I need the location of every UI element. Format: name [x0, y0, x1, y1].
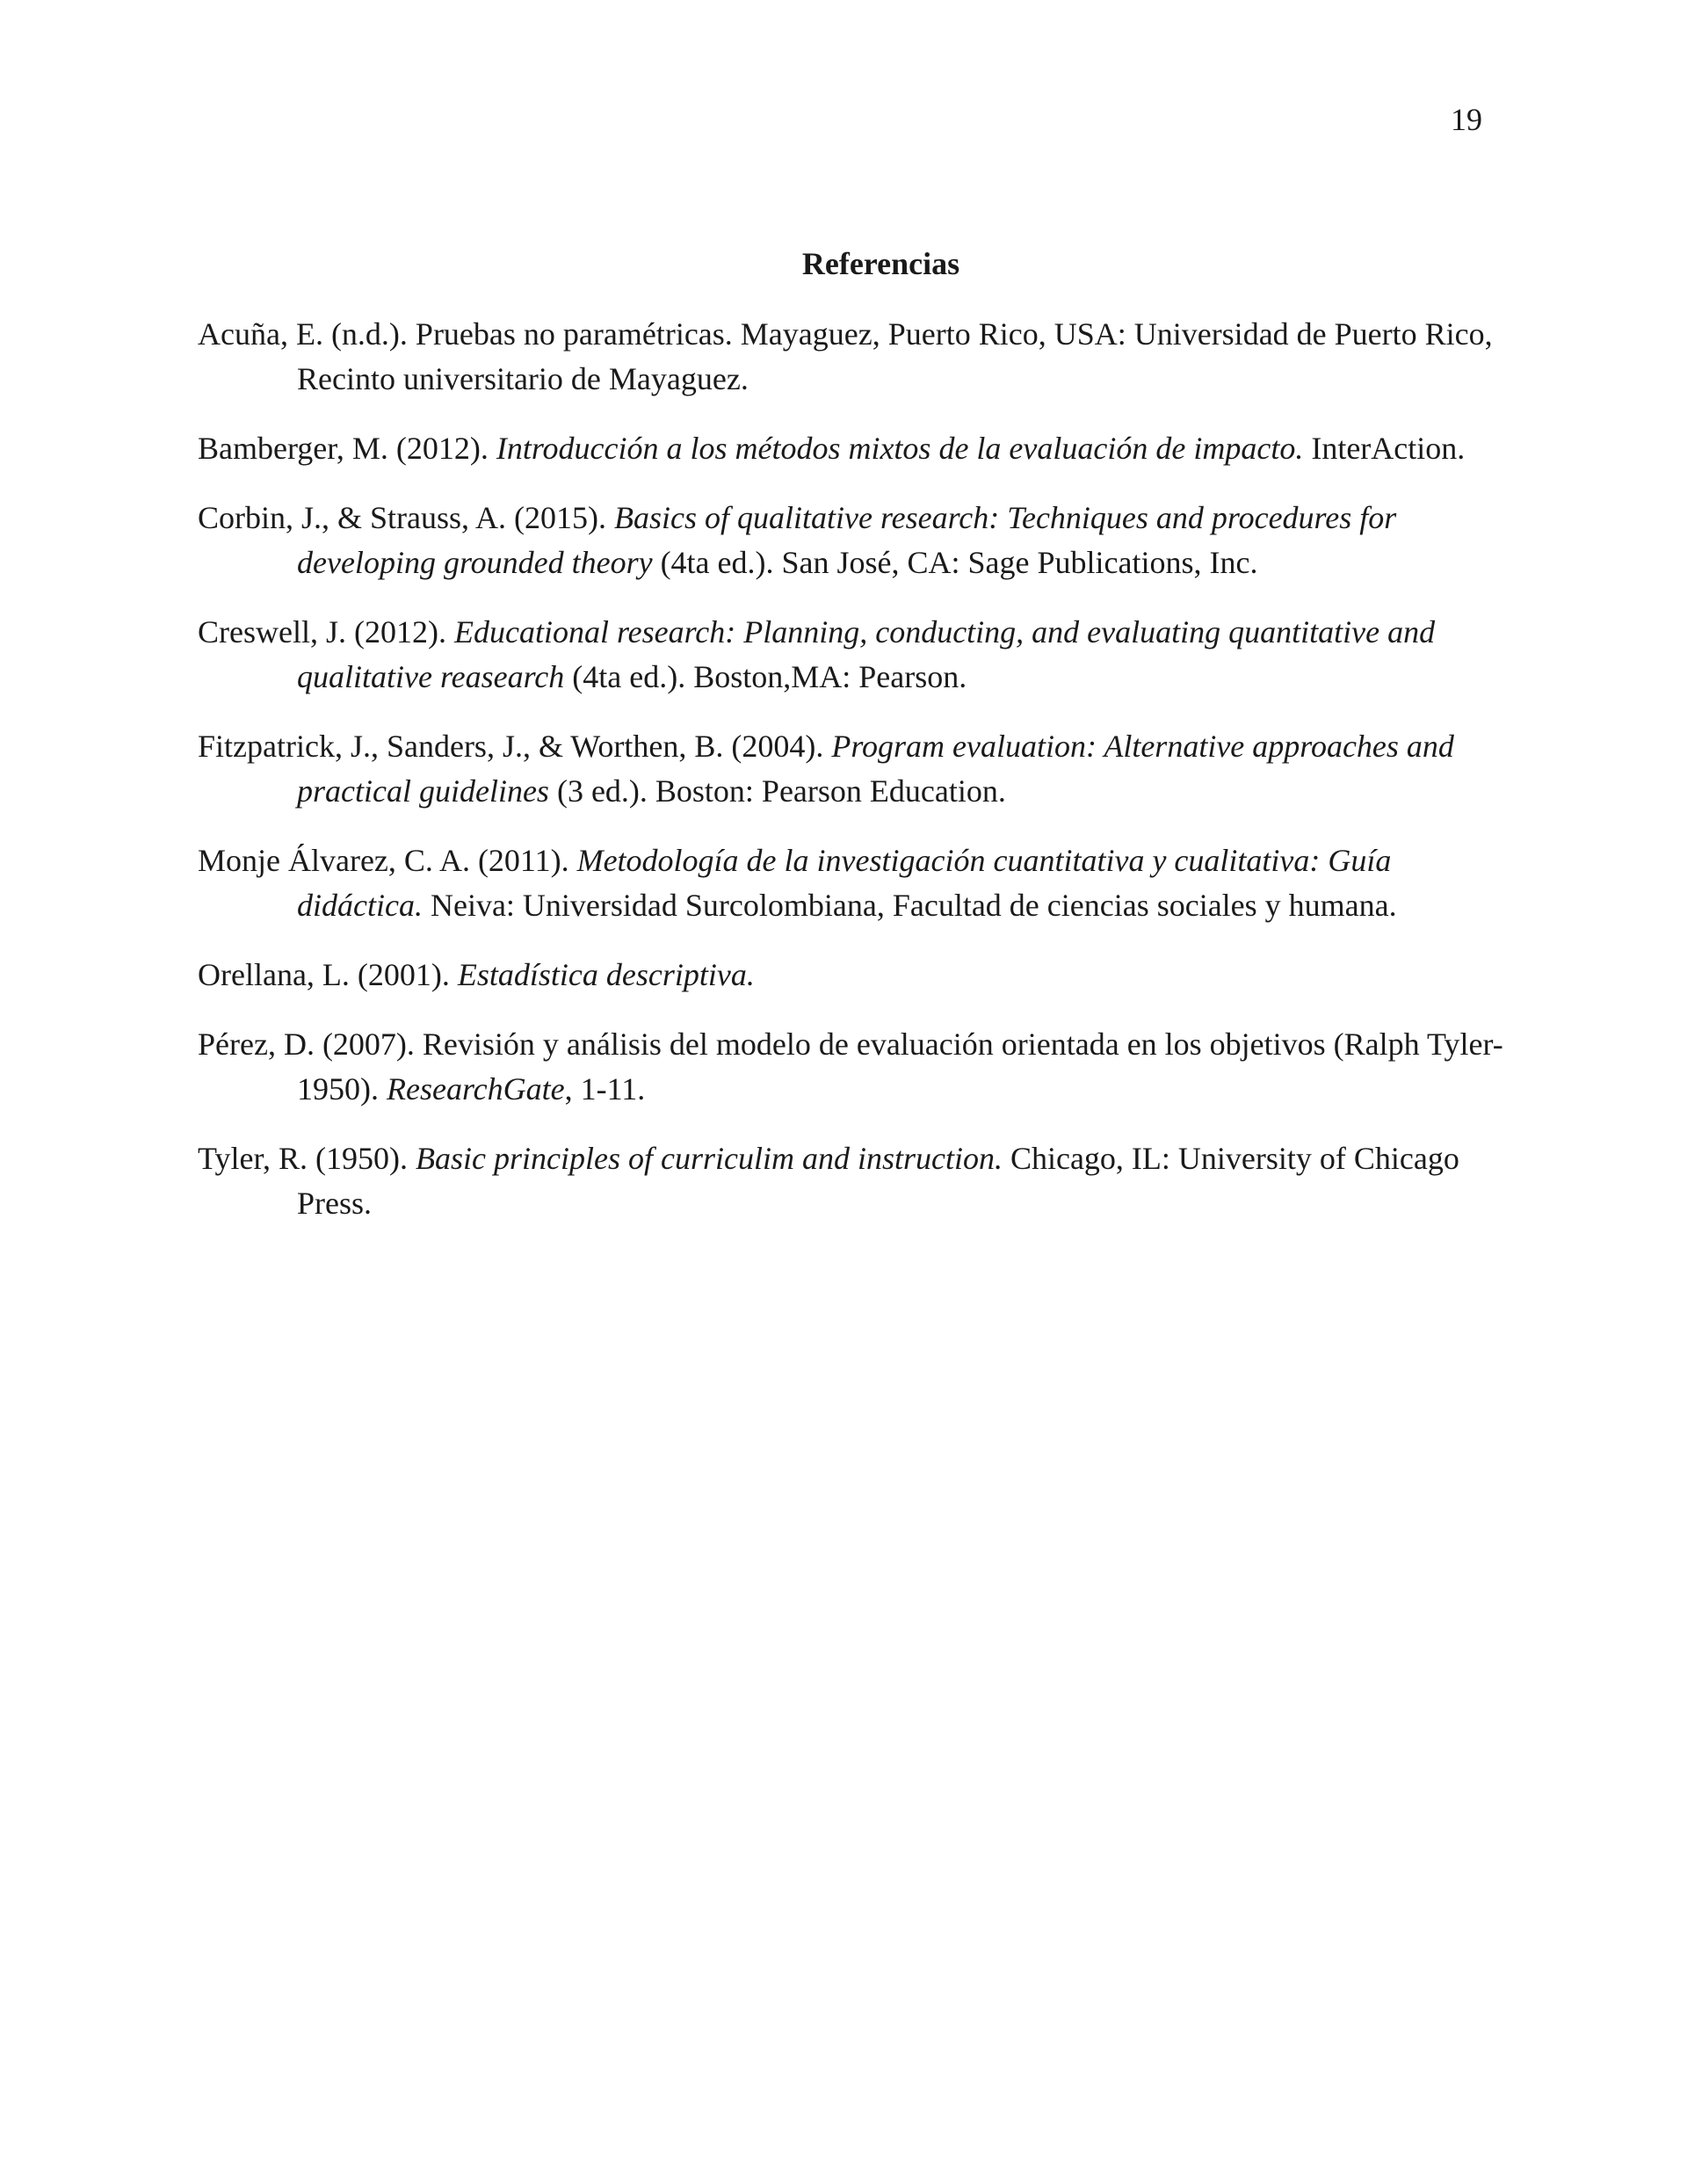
reference-item	[198, 426, 1507, 471]
reference-text: Neiva: Universidad Surcolombiana, Facultad de ciencias sociales y humana.	[422, 888, 1397, 923]
reference-item	[198, 312, 1507, 402]
page-title: Referencias	[801, 246, 960, 281]
reference-item	[198, 724, 1507, 814]
reference-italic-title: Metodología de la investigación cuantitativa y cualitativa: Guía didáctica.	[297, 843, 1392, 923]
reference-text: Tyler, R. (1950).	[198, 1141, 416, 1176]
reference-text: Orellana, L. (2001).	[198, 957, 458, 992]
reference-item	[198, 610, 1507, 700]
reference-italic-title: Introducción a los métodos mixtos de la evaluación de impacto.	[496, 431, 1304, 466]
reference-text: , 1-11.	[564, 1071, 646, 1107]
reference-italic-title: Educational research: Planning, conducting, and evaluating quantitative and qualitative reasearch	[297, 614, 1436, 694]
reference-item	[198, 1022, 1507, 1112]
reference-italic-title: ResearchGate	[387, 1071, 565, 1107]
reference-text: Corbin, J., & Strauss, A. (2015).	[198, 500, 615, 535]
reference-italic-title: Estadística descriptiva.	[457, 957, 755, 992]
reference-text: (4ta ed.). Boston,MA: Pearson.	[564, 659, 967, 694]
reference-italic-title: Program evaluation: Alternative approaches and practical guidelines	[297, 729, 1454, 809]
reference-text: InterAction.	[1303, 431, 1466, 466]
reference-text: (4ta ed.). San José, CA: Sage Publications, Inc.	[652, 545, 1258, 580]
reference-item	[198, 496, 1507, 585]
reference-item	[198, 1136, 1507, 1226]
reference-text: Chicago, IL: University of Chicago Press.	[297, 1141, 1459, 1221]
reference-item	[198, 838, 1507, 928]
page-number: 19	[1451, 102, 1482, 137]
reference-text: Monje Álvarez, C. A. (2011).	[198, 843, 577, 878]
reference-text: Bamberger, M. (2012).	[198, 431, 496, 466]
reference-text: Pérez, D. (2007). Revisión y análisis del modelo de evaluación orientada en los objetivos (Ralph Tyler-1950).	[198, 1027, 1503, 1107]
reference-item	[198, 953, 1507, 998]
reference-text: Acuña, E. (n.d.). Pruebas no paramétricas. Mayaguez, Puerto Rico, USA: Universidad de Puerto Rico, Recinto universitario de Mayaguez.	[198, 316, 1493, 396]
reference-text: Fitzpatrick, J., Sanders, J., & Worthen, B. (2004).	[198, 729, 832, 764]
reference-italic-title: Basic principles of curriculim and instruction.	[416, 1141, 1003, 1176]
reference-italic-title: Basics of qualitative research: Techniques and procedures for developing grounded theory	[297, 500, 1397, 580]
reference-list	[198, 312, 1507, 1251]
reference-text: Creswell, J. (2012).	[198, 614, 454, 649]
reference-text: (3 ed.). Boston: Pearson Education.	[548, 773, 1006, 809]
